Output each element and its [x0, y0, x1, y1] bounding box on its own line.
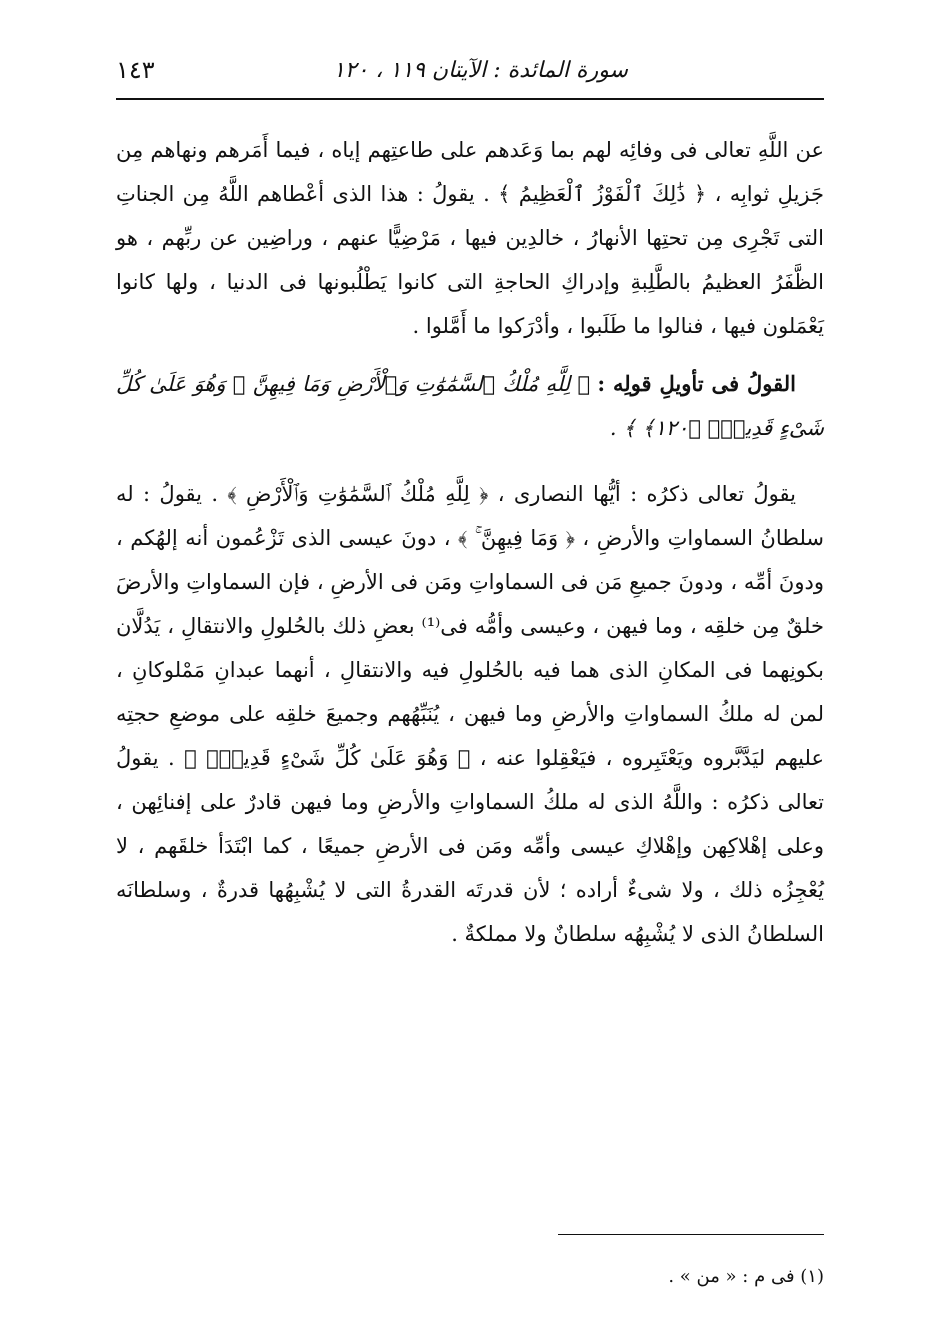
main-text — [116, 128, 824, 956]
footnote-divider — [558, 1234, 824, 1235]
page-number: ١٤٣ — [116, 56, 155, 84]
header-divider — [116, 98, 824, 100]
footnote: (١) فى م : « من » . — [668, 1266, 824, 1287]
quran-verse-120: ﴿ لِلَّهِ مُلْكُ ٱلسَّمَٰوَٰتِ وَٱلْأَرْضِ وَمَا فِيهِنَّ ۚ وَهُوَ عَلَىٰ كُلِّ شَىْءٍ قَدِيرٌۢ ﴿١٢٠﴾ ﴾ . — [116, 372, 824, 440]
section-lead: القولُ فى تأويلِ قولِه : — [597, 371, 796, 396]
paragraph-verse-heading — [116, 362, 824, 450]
running-header-title: سورة المائدة : الآيتان ١١٩ ، ١٢٠ — [332, 58, 628, 83]
paragraph-commentary-120: يقولُ تعالى ذكرُه : أيُّها النصارى ، ﴿ لِلَّهِ مُلْكُ ٱلسَّمَٰوَٰتِ وَٱلْأَرْضِ ﴾ . يقولُ : له سلطانُ السماواتِ والأرضِ ، ﴿ وَمَا فِيهِنَّ ۚ ﴾ ، دونَ عيسى الذى تَزْعُمون أنه إلهُكم ، ودونَ أمِّه ، ودونَ جميعِ مَن فى السماواتِ ومَن فى الأرضِ ، فإن السماواتِ والأرضَ خلقٌ مِن خلقِه ، وما فيهن ، وعيسى وأمُّه فى⁽¹⁾ بعضِ ذلك بالحُلولِ والانتقالِ ، يَدُلَّان بكونِهما فى المكانِ الذى هما فيه بالحُلولِ فيه والانتقالِ ، أنهما عبدانِ مَمْلوكانِ ، لمن له ملكُ السماواتِ والأرضِ وما فيهن ، يُنَبِّهُهم وجميعَ خلقِه على موضعِ حجتِه عليهم ليَدَّبَّروه ويَعْتَبِروه ، فيَعْقِلوا عنه ، ﴿ وَهُوَ عَلَىٰ كُلِّ شَىْءٍ قَدِيرٌۢ ﴾ . يقولُ تعالى ذكرُه : واللَّهُ الذى له ملكُ السماواتِ والأرضِ وما فيهن قادرٌ على إفنائِهن ، وعلى إهْلاكِهن وإهْلاكِ عيسى وأمِّه ومَن فى الأرضِ جميعًا ، كما ابْتَدَأ خلقَهم ، لا يُعْجِزُه ذلك ، ولا شىءٌ أراده ؛ لأن قدرتَه القدرةُ التى لا يُشْبِهُها قدرةٌ ، وسلطانَه السلطانُ الذى لا يُشْبِهُه سلطانٌ ولا مملكةٌ . — [116, 482, 824, 946]
running-header — [116, 52, 824, 92]
paragraph-commentary-119: عن اللَّهِ تعالى فى وفائِه لهم بما وَعَدهم على طاعتِهم إياه ، فيما أَمَرهم ونهاهم مِن جَزيلِ ثوابِه ، ﴿ ذَٰلِكَ ٱلْفَوْزُ ٱلْعَظِيمُ ﴾ . يقولُ : هذا الذى أعْطاهم اللَّهُ مِن الجناتِ التى تَجْرِى مِن تحتِها الأنهارُ ، خالدِين فيها ، مَرْضِيًّا عنهم ، وراضِين عن ربِّهم ، هو الظَّفَرُ العظيمُ بالطَّلِبةِ وإدراكِ الحاجةِ التى كانوا يَطْلُبونها فى الدنيا ، ولها كانوا يَعْمَلون فيها ، فنالوا ما طَلَبوا ، وأدْرَكوا ما أَمَّلوا . — [116, 138, 824, 338]
